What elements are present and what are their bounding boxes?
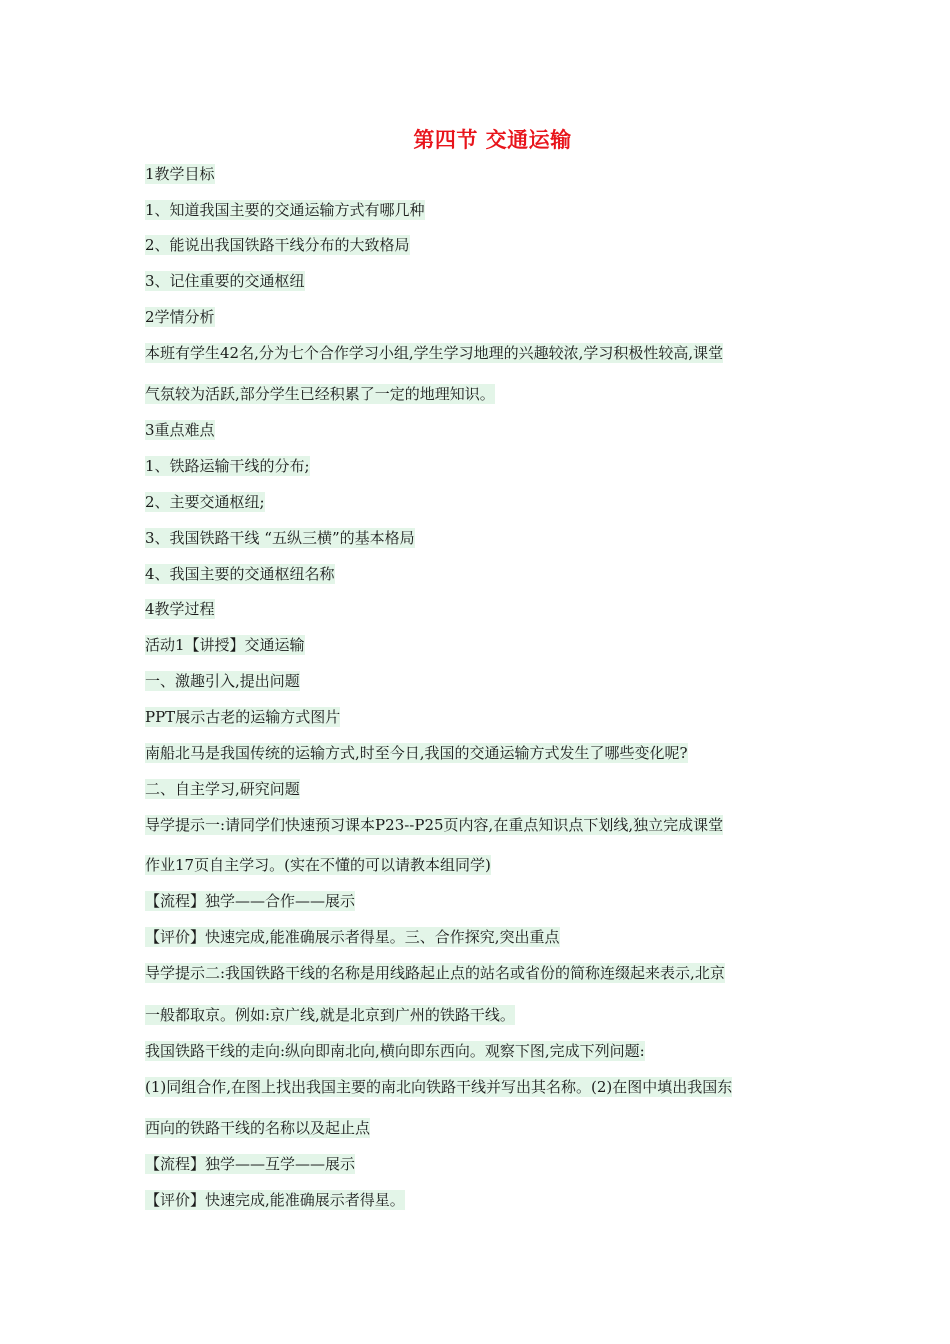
evaluation-note-1: 【评价】快速完成,能准确展示者得星。三、合作探究,突出重点 <box>145 928 560 946</box>
document-title: 第四节 交通运输 <box>413 128 572 152</box>
heading-student-analysis: 2学情分析 <box>145 308 215 326</box>
paragraph-student-analysis-1: 本班有学生42名,分为七个合作学习小组,学生学习地理的兴趣较浓,学习积极性较高,课堂 <box>145 344 724 362</box>
paragraph-student-analysis-2: 气氛较为活跃,部分学生已经积累了一定的地理知识。 <box>145 385 495 403</box>
goal-item-3: 3、记住重要的交通枢纽 <box>145 272 305 290</box>
key-point-3: 3、我国铁路干线 “五纵三横”的基本格局 <box>145 529 415 547</box>
process-note-2: 【流程】独学——互学——展示 <box>145 1155 356 1173</box>
goal-item-2: 2、能说出我国铁路干线分布的大致格局 <box>145 236 410 254</box>
section-self-study: 二、自主学习,研究问题 <box>145 780 300 798</box>
key-point-1: 1、铁路运输干线的分布; <box>145 457 310 475</box>
section-intro: 一、激趣引入,提出问题 <box>145 672 300 690</box>
evaluation-note-2: 【评价】快速完成,能准确展示者得星。 <box>145 1191 405 1209</box>
task-line-2: 西向的铁路干线的名称以及起止点 <box>145 1119 371 1137</box>
key-point-4: 4、我国主要的交通枢纽名称 <box>145 565 335 583</box>
activity-1-title: 活动1【讲授】交通运输 <box>145 636 305 654</box>
guide-hint-1-line-2: 作业17页自主学习。(实在不懂的可以请教本组同学) <box>145 856 491 874</box>
guide-hint-2-line-1: 导学提示二:我国铁路干线的名称是用线路起止点的站名或省份的简称连缀起来表示,北京 <box>145 964 725 982</box>
guide-hint-1-line-1: 导学提示一:请同学们快速预习课本P23--P25页内容,在重点知识点下划线,独立完成课堂 <box>145 816 724 834</box>
heading-key-points: 3重点难点 <box>145 421 215 439</box>
guide-hint-2-line-2: 一般都取京。例如:京广线,就是北京到广州的铁路干线。 <box>145 1006 515 1024</box>
key-point-2: 2、主要交通枢纽; <box>145 493 265 511</box>
heading-teaching-goals: 1教学目标 <box>145 165 215 183</box>
heading-teaching-process: 4教学过程 <box>145 600 215 618</box>
task-line-1: (1)同组合作,在图上找出我国主要的南北向铁路干线并写出其名称。(2)在图中填出我国东 <box>145 1078 733 1096</box>
ppt-note: PPT展示古老的运输方式图片 <box>145 708 341 726</box>
process-note-1: 【流程】独学——合作——展示 <box>145 892 356 910</box>
railway-direction-note: 我国铁路干线的走向:纵向即南北向,横向即东西向。观察下图,完成下列问题: <box>145 1042 645 1060</box>
intro-question: 南船北马是我国传统的运输方式,时至今日,我国的交通运输方式发生了哪些变化呢? <box>145 744 688 762</box>
goal-item-1: 1、知道我国主要的交通运输方式有哪几种 <box>145 201 425 219</box>
